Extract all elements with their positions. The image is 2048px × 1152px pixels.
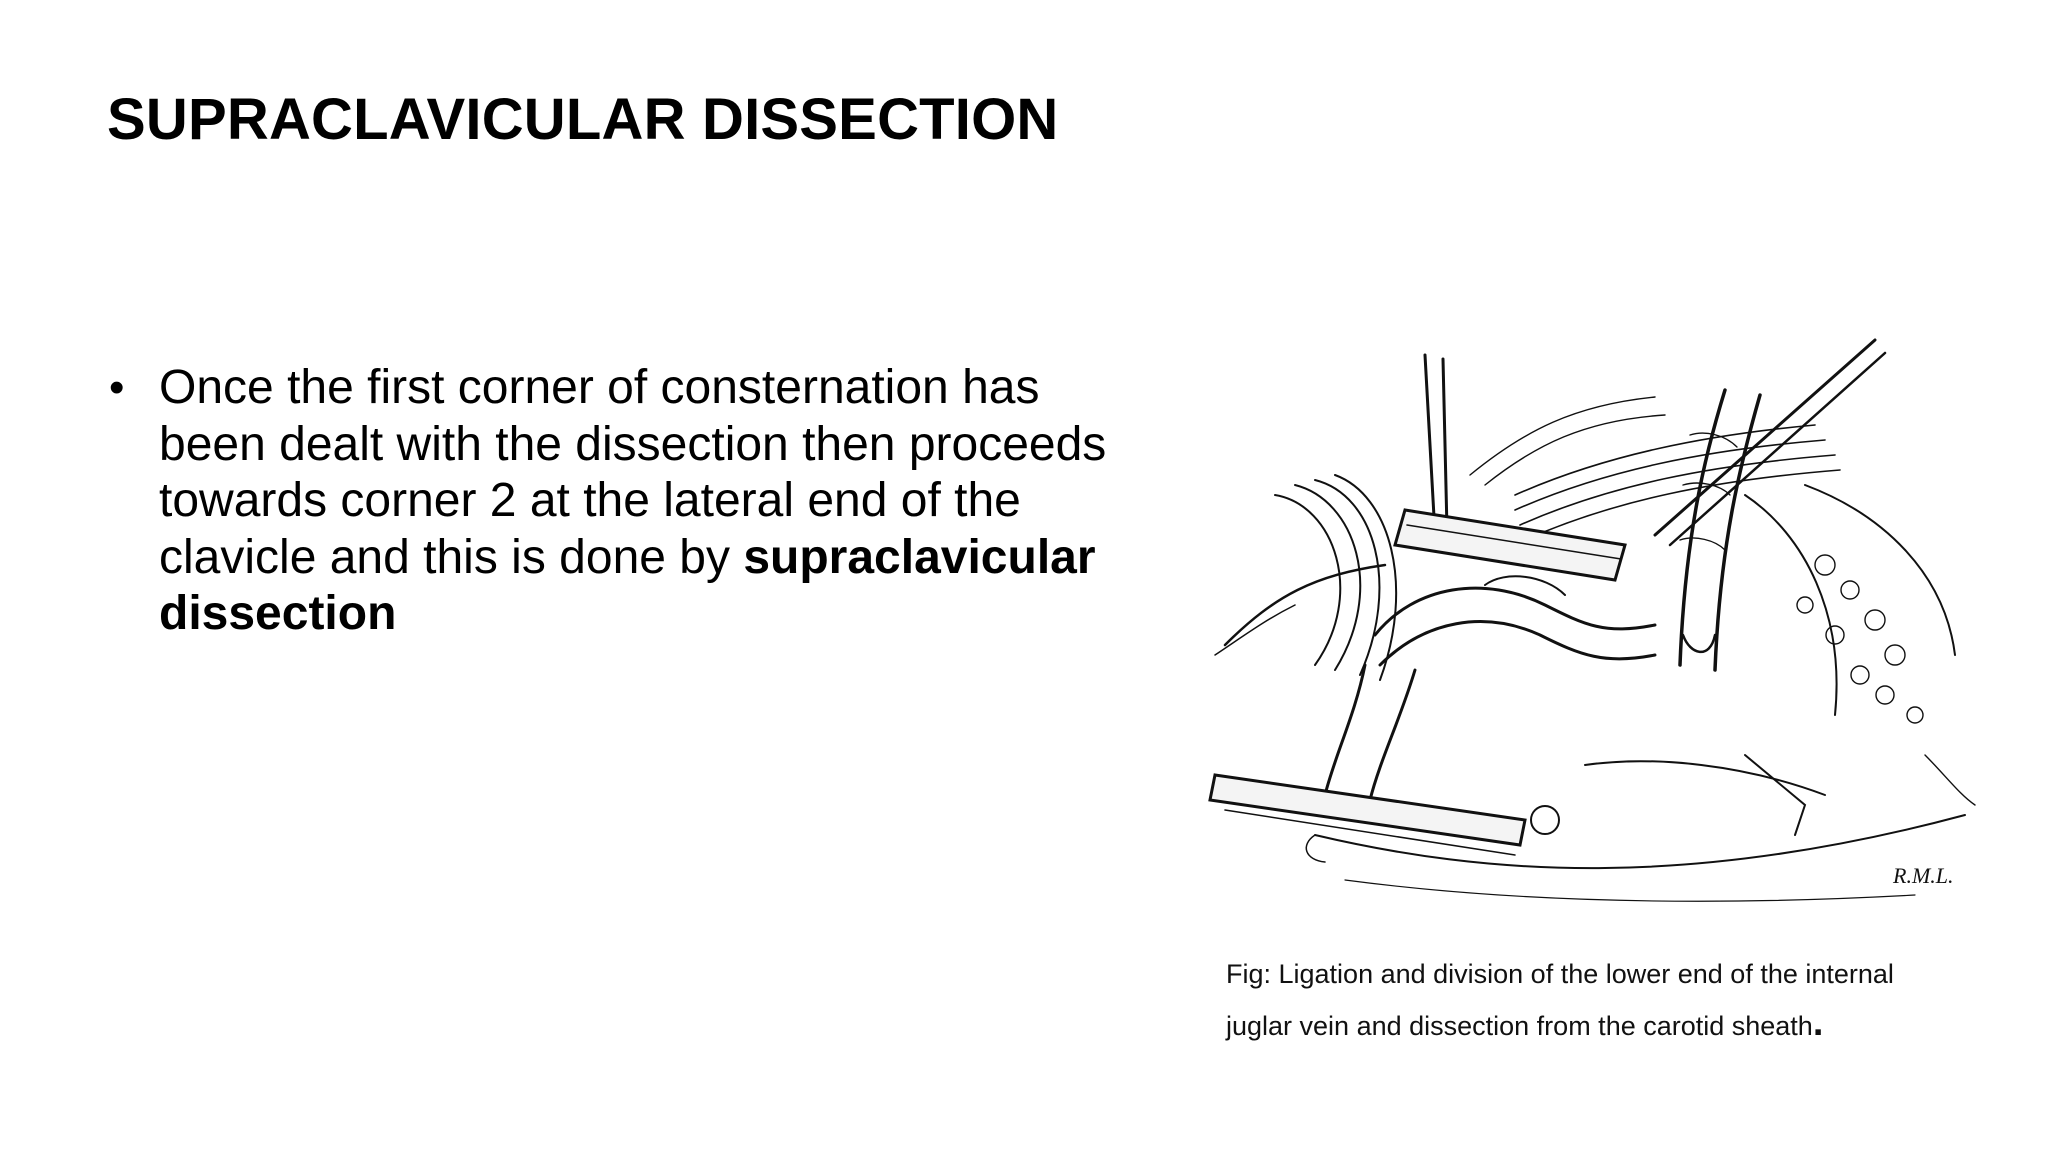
- slide-title: SUPRACLAVICULAR DISSECTION: [107, 87, 1059, 152]
- illustrator-signature: R.M.L.: [1893, 863, 1954, 888]
- caption-line-2: [1226, 1000, 2026, 1052]
- caption-period: .: [1812, 1002, 1824, 1044]
- bullet-bold-text: supraclavicular dissection: [159, 530, 1096, 640]
- bullet-item: [107, 360, 1137, 643]
- bullet-text: Once the first corner of consternation has been dealt with the dissection then proceeds towards corner 2 at the lateral end of the clavicle and this is done by: [159, 361, 1107, 584]
- bullet-list: [107, 360, 1137, 643]
- caption-line-2-text: juglar vein and dissection from the carotid sheath: [1226, 1011, 1813, 1041]
- bullet-marker: •: [109, 363, 125, 412]
- caption-line-1: Fig: Ligation and division of the lower end of the internal: [1226, 959, 1894, 989]
- surgical-illustration-drawing: [1185, 335, 1985, 905]
- figure-caption: [1226, 948, 2026, 1052]
- surgical-illustration: [1185, 335, 1985, 905]
